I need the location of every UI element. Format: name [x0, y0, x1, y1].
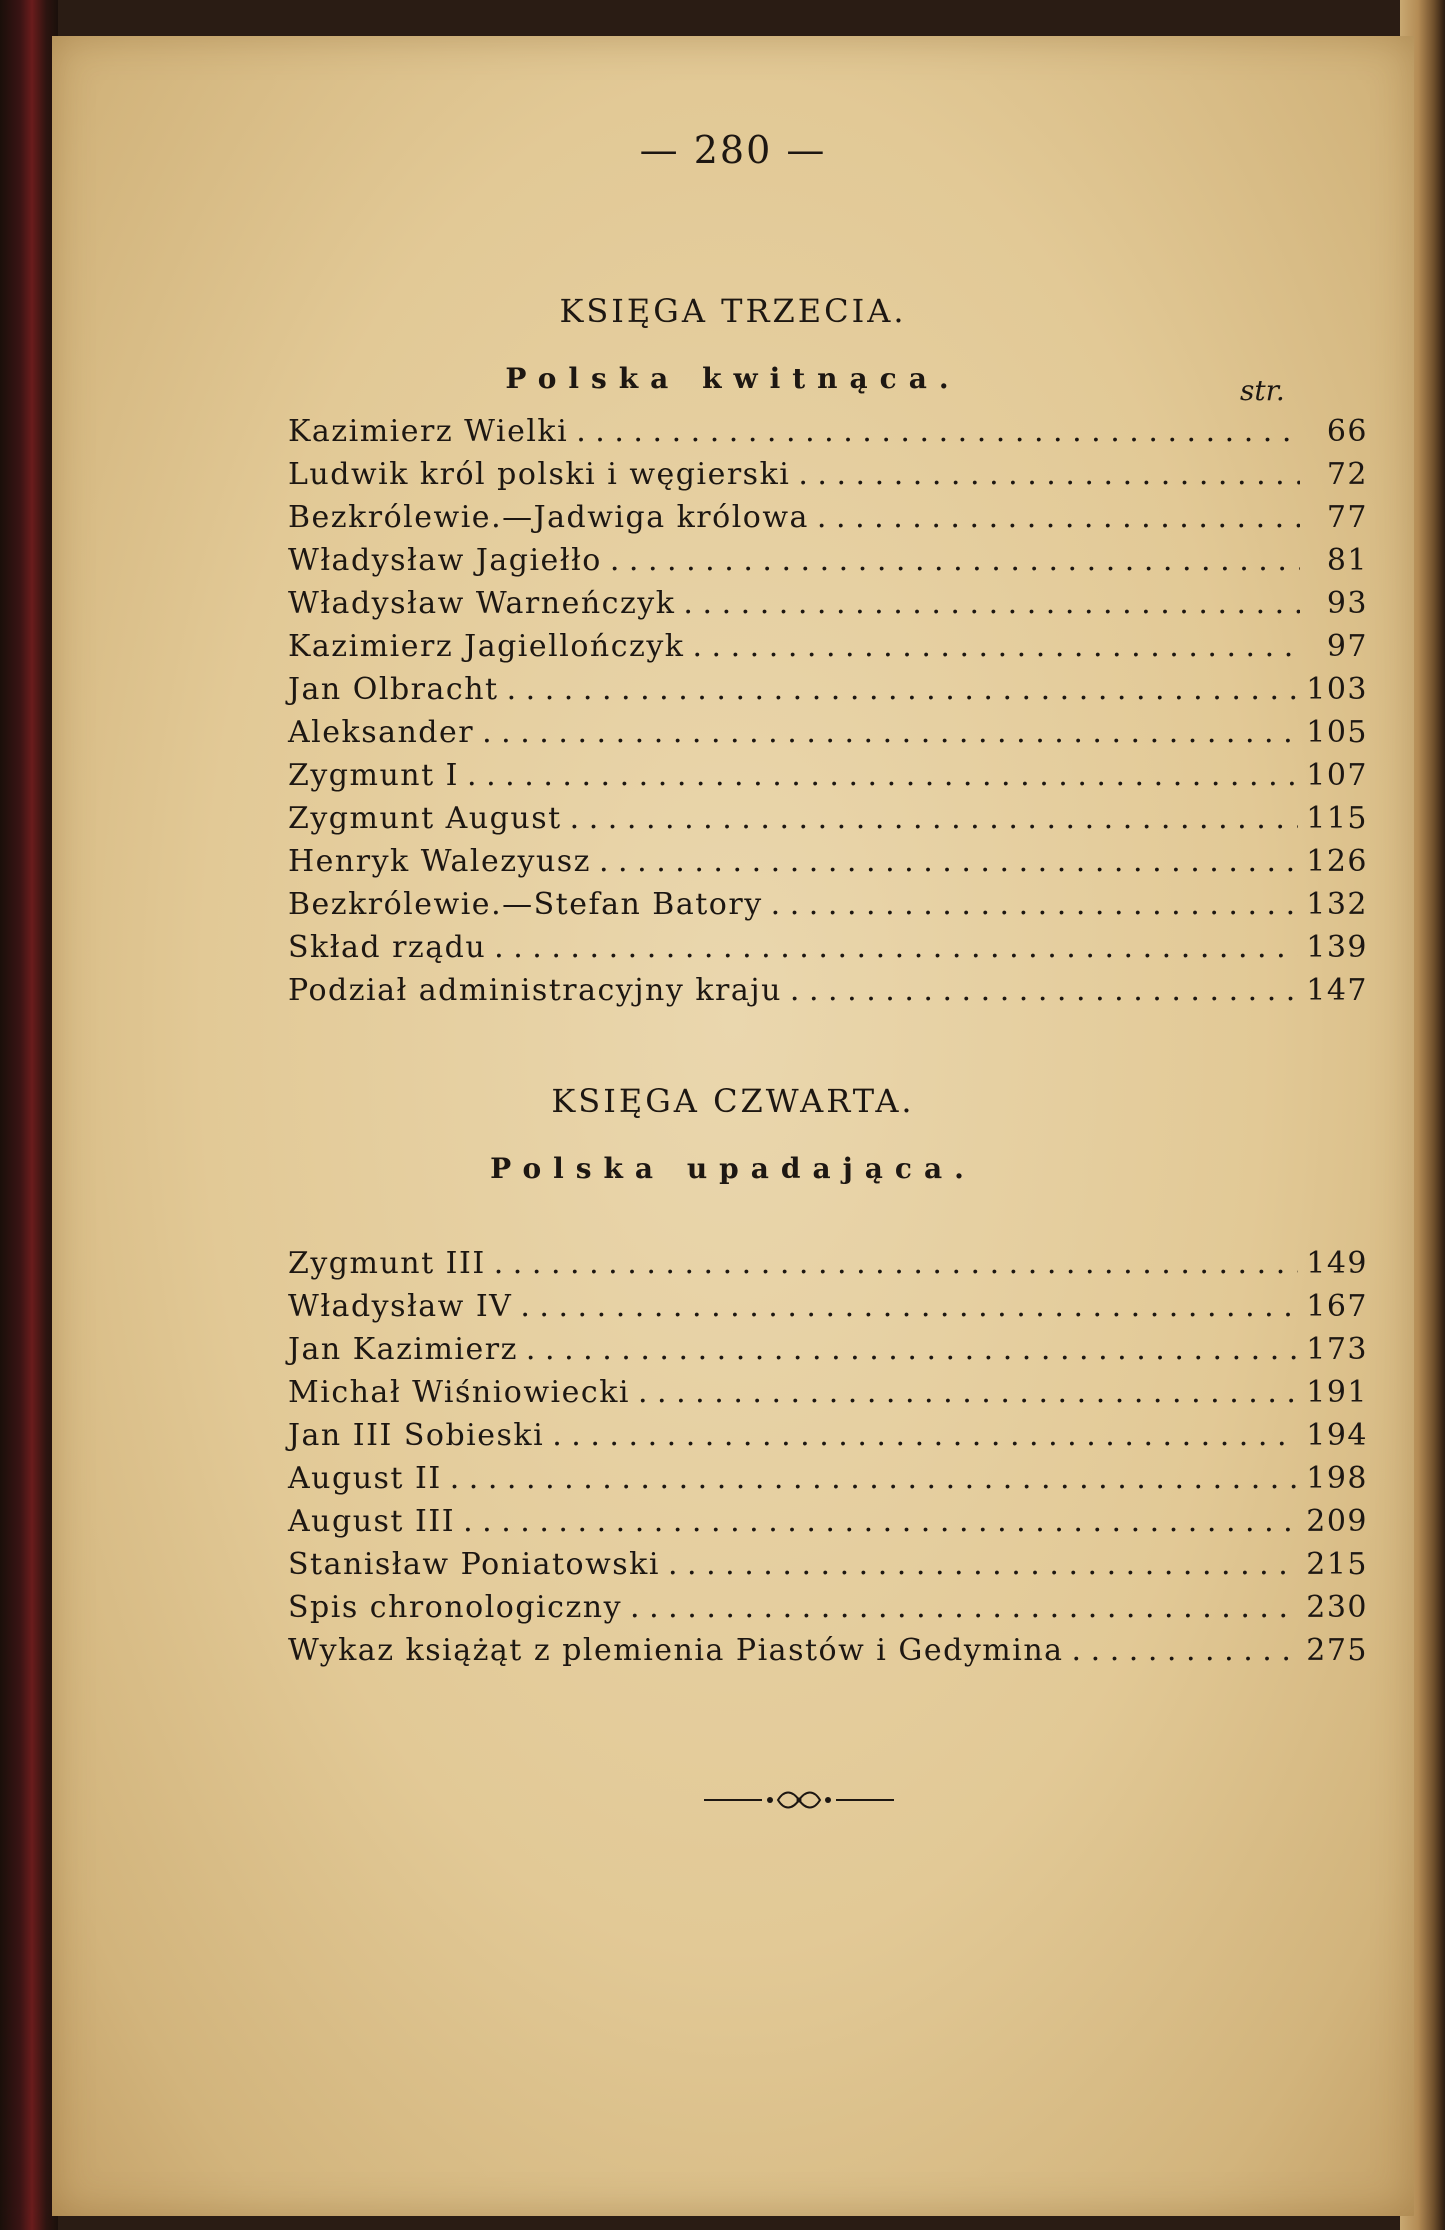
toc-entry-title: Podział administracyjny kraju	[288, 973, 782, 1008]
toc-entry	[288, 500, 1368, 543]
toc-dot-leader	[570, 801, 1299, 836]
toc-entry-title: Kazimierz Jagiellończyk	[288, 629, 685, 664]
toc-entry	[288, 758, 1368, 801]
toc-entry	[288, 586, 1368, 629]
toc-entry-title: Henryk Walezyusz	[288, 844, 591, 879]
toc-entry	[288, 973, 1368, 1016]
toc-entry-page: 107	[1306, 758, 1368, 793]
toc-entry	[288, 1590, 1368, 1633]
toc-entry	[288, 930, 1368, 973]
toc-dot-leader	[630, 1590, 1298, 1625]
page-number: — 280 —	[639, 128, 827, 172]
toc-entry-title: Jan III Sobieski	[288, 1418, 545, 1453]
toc-entry	[288, 1633, 1368, 1676]
toc-entry-title: Kazimierz Wielki	[288, 414, 569, 449]
toc-dot-leader	[817, 500, 1300, 535]
toc-dot-leader	[599, 844, 1298, 879]
toc-entry-page: 126	[1306, 844, 1368, 879]
toc-dot-leader	[494, 1246, 1299, 1281]
toc-entry-title: Skład rządu	[288, 930, 487, 965]
toc-entry-page: 173	[1306, 1332, 1368, 1367]
toc-entry	[288, 1246, 1368, 1289]
toc-entry-page: 139	[1306, 930, 1368, 965]
toc-entry-title: Spis chronologiczny	[288, 1590, 623, 1625]
toc-entry	[288, 543, 1368, 586]
toc-entry-title: Władysław Warneńczyk	[288, 586, 676, 621]
toc-entry-page: 147	[1306, 973, 1368, 1008]
toc-entry	[288, 414, 1368, 457]
toc-entry	[288, 672, 1368, 715]
toc-dot-leader	[1072, 1633, 1299, 1668]
toc-entry-title: Aleksander	[288, 715, 475, 750]
toc-list-book-four	[288, 1246, 1368, 1676]
toc-list-book-three	[288, 414, 1368, 1016]
toc-dot-leader	[552, 1418, 1298, 1453]
toc-dot-leader	[520, 1289, 1298, 1324]
toc-entry	[288, 887, 1368, 930]
toc-entry-title: August II	[288, 1461, 442, 1496]
toc-dot-leader	[798, 457, 1300, 492]
toc-entry-page: 194	[1306, 1418, 1368, 1453]
toc-dot-leader	[638, 1375, 1298, 1410]
toc-entry-title: Bezkrólewie.—Stefan Batory	[288, 887, 763, 922]
toc-entry-page: 275	[1306, 1633, 1368, 1668]
toc-entry-title: Jan Kazimierz	[288, 1332, 518, 1367]
toc-entry	[288, 1418, 1368, 1461]
toc-entry-page: 97	[1326, 629, 1368, 664]
toc-dot-leader	[790, 973, 1298, 1008]
toc-dot-leader	[507, 672, 1299, 707]
toc-entry	[288, 457, 1368, 500]
toc-entry	[288, 1332, 1368, 1375]
toc-entry-title: Wykaz książąt z plemienia Piastów i Gedymina	[288, 1633, 1064, 1668]
toc-dot-leader	[668, 1547, 1298, 1582]
toc-entry	[288, 1461, 1368, 1504]
section-subtitle-book-three: Polska kwitnąca.	[505, 362, 961, 395]
toc-dot-leader	[450, 1461, 1299, 1496]
toc-entry-title: Zygmunt I	[288, 758, 460, 793]
section-subtitle-book-four: Polska upadająca.	[490, 1152, 976, 1185]
closing-ornament-icon	[704, 1788, 894, 1812]
toc-entry-title: Władysław IV	[288, 1289, 513, 1324]
toc-dot-leader	[576, 414, 1300, 449]
toc-dot-leader	[771, 887, 1299, 922]
toc-dot-leader	[494, 930, 1298, 965]
toc-entry-page: 66	[1326, 414, 1368, 449]
toc-entry-page: 209	[1306, 1504, 1368, 1539]
toc-entry-page: 230	[1306, 1590, 1368, 1625]
toc-dot-leader	[610, 543, 1300, 578]
book-page	[52, 36, 1414, 2216]
toc-entry	[288, 1504, 1368, 1547]
toc-entry	[288, 1289, 1368, 1332]
toc-entry-title: Michał Wiśniowiecki	[288, 1375, 630, 1410]
toc-entry	[288, 801, 1368, 844]
toc-entry-title: Jan Olbracht	[288, 672, 499, 707]
toc-entry-page: 215	[1306, 1547, 1368, 1582]
toc-entry-title: August III	[288, 1504, 456, 1539]
toc-entry-page: 115	[1306, 801, 1368, 836]
toc-dot-leader	[463, 1504, 1298, 1539]
toc-entry-page: 191	[1306, 1375, 1368, 1410]
toc-entry	[288, 715, 1368, 758]
book-spine	[0, 0, 58, 2230]
toc-entry-title: Stanisław Poniatowski	[288, 1547, 660, 1582]
toc-entry-page: 105	[1306, 715, 1368, 750]
toc-entry-page: 167	[1306, 1289, 1368, 1324]
toc-entry-page: 103	[1306, 672, 1368, 707]
toc-entry-page: 72	[1326, 457, 1368, 492]
page-column-label: str.	[1240, 374, 1285, 407]
toc-entry-page: 149	[1306, 1246, 1368, 1281]
toc-entry	[288, 844, 1368, 887]
toc-dot-leader	[683, 586, 1300, 621]
toc-dot-leader	[526, 1332, 1298, 1367]
toc-entry-page: 93	[1326, 586, 1368, 621]
toc-entry-title: Ludwik król polski i węgierski	[288, 457, 791, 492]
toc-entry	[288, 1375, 1368, 1418]
toc-entry-page: 81	[1326, 543, 1368, 578]
toc-entry-title: Zygmunt III	[288, 1246, 486, 1281]
toc-dot-leader	[467, 758, 1298, 793]
toc-entry-page: 77	[1326, 500, 1368, 535]
toc-dot-leader	[692, 629, 1300, 664]
toc-entry-title: Władysław Jagiełło	[288, 543, 602, 578]
toc-entry-page: 132	[1306, 887, 1368, 922]
toc-entry-page: 198	[1306, 1461, 1368, 1496]
toc-entry-title: Zygmunt August	[288, 801, 562, 836]
section-heading-book-three: KSIĘGA TRZECIA.	[559, 292, 907, 330]
toc-entry-title: Bezkrólewie.—Jadwiga królowa	[288, 500, 809, 535]
toc-entry	[288, 629, 1368, 672]
toc-dot-leader	[482, 715, 1298, 750]
toc-entry	[288, 1547, 1368, 1590]
section-heading-book-four: KSIĘGA CZWARTA.	[551, 1082, 915, 1120]
